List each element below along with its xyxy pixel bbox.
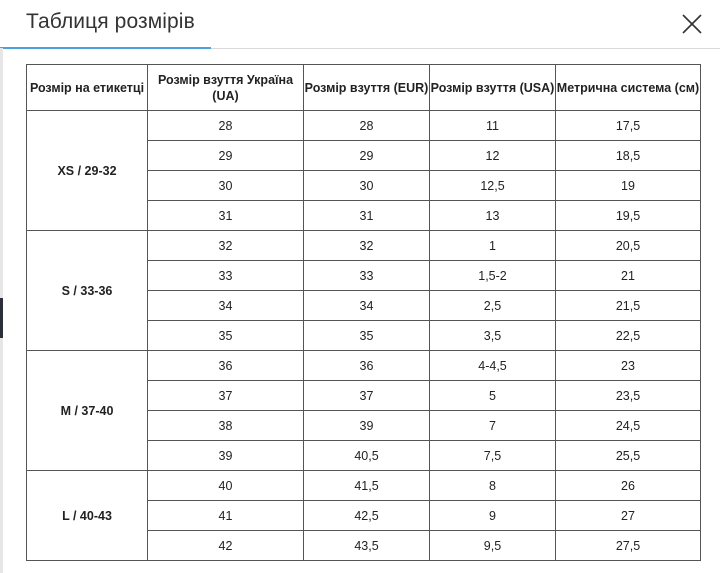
ua-size-cell: 29 xyxy=(148,141,304,171)
usa-size-cell: 12,5 xyxy=(430,171,556,201)
ua-size-cell: 31 xyxy=(148,201,304,231)
metric-size-cell: 21,5 xyxy=(556,291,701,321)
usa-size-cell: 1,5-2 xyxy=(430,261,556,291)
eur-size-cell: 41,5 xyxy=(304,471,430,501)
modal-header xyxy=(0,0,720,49)
metric-size-cell: 18,5 xyxy=(556,141,701,171)
ua-size-cell: 30 xyxy=(148,171,304,201)
metric-size-cell: 19 xyxy=(556,171,701,201)
metric-size-cell: 27,5 xyxy=(556,531,701,561)
metric-size-cell: 24,5 xyxy=(556,411,701,441)
table-body xyxy=(27,111,701,561)
size-label-cell: XS / 29-32 xyxy=(27,111,148,231)
usa-size-cell: 5 xyxy=(430,381,556,411)
ua-size-cell: 37 xyxy=(148,381,304,411)
usa-size-cell: 12 xyxy=(430,141,556,171)
metric-size-cell: 23 xyxy=(556,351,701,381)
table-row xyxy=(27,231,701,261)
eur-size-cell: 37 xyxy=(304,381,430,411)
ua-size-cell: 28 xyxy=(148,111,304,141)
header-label-size: Розмір на етикетці xyxy=(27,65,148,111)
ua-size-cell: 35 xyxy=(148,321,304,351)
table-row xyxy=(27,111,701,141)
eur-size-cell: 31 xyxy=(304,201,430,231)
metric-size-cell: 26 xyxy=(556,471,701,501)
eur-size-cell: 40,5 xyxy=(304,441,430,471)
ua-size-cell: 40 xyxy=(148,471,304,501)
eur-size-cell: 39 xyxy=(304,411,430,441)
ua-size-cell: 32 xyxy=(148,231,304,261)
usa-size-cell: 11 xyxy=(430,111,556,141)
usa-size-cell: 7,5 xyxy=(430,441,556,471)
header-eur-size: Розмір взуття (EUR) xyxy=(304,65,430,111)
eur-size-cell: 32 xyxy=(304,231,430,261)
metric-size-cell: 17,5 xyxy=(556,111,701,141)
usa-size-cell: 7 xyxy=(430,411,556,441)
metric-size-cell: 27 xyxy=(556,501,701,531)
background-edge-dark-segment xyxy=(0,298,3,338)
size-label-cell: M / 37-40 xyxy=(27,351,148,471)
table-header-row xyxy=(27,65,701,111)
eur-size-cell: 34 xyxy=(304,291,430,321)
header-metric-size: Метрична система (см) xyxy=(556,65,701,111)
metric-size-cell: 21 xyxy=(556,261,701,291)
usa-size-cell: 9 xyxy=(430,501,556,531)
ua-size-cell: 36 xyxy=(148,351,304,381)
ua-size-cell: 38 xyxy=(148,411,304,441)
eur-size-cell: 42,5 xyxy=(304,501,430,531)
eur-size-cell: 35 xyxy=(304,321,430,351)
eur-size-cell: 33 xyxy=(304,261,430,291)
metric-size-cell: 23,5 xyxy=(556,381,701,411)
eur-size-cell: 30 xyxy=(304,171,430,201)
close-x-icon xyxy=(680,12,704,36)
size-label-cell: L / 40-43 xyxy=(27,471,148,561)
ua-size-cell: 41 xyxy=(148,501,304,531)
eur-size-cell: 43,5 xyxy=(304,531,430,561)
usa-size-cell: 8 xyxy=(430,471,556,501)
metric-size-cell: 20,5 xyxy=(556,231,701,261)
size-label-cell: S / 33-36 xyxy=(27,231,148,351)
close-button[interactable] xyxy=(680,12,704,36)
background-edge xyxy=(0,48,3,573)
usa-size-cell: 4-4,5 xyxy=(430,351,556,381)
usa-size-cell: 3,5 xyxy=(430,321,556,351)
ua-size-cell: 42 xyxy=(148,531,304,561)
header-ua-size: Розмір взуття Україна (UA) xyxy=(148,65,304,111)
usa-size-cell: 1 xyxy=(430,231,556,261)
ua-size-cell: 39 xyxy=(148,441,304,471)
size-table xyxy=(26,64,701,561)
modal-title: Таблиця розмірів xyxy=(26,10,195,33)
header-usa-size: Розмір взуття (USA) xyxy=(430,65,556,111)
eur-size-cell: 36 xyxy=(304,351,430,381)
usa-size-cell: 13 xyxy=(430,201,556,231)
title-underline xyxy=(0,47,211,49)
ua-size-cell: 34 xyxy=(148,291,304,321)
eur-size-cell: 28 xyxy=(304,111,430,141)
table-row xyxy=(27,351,701,381)
eur-size-cell: 29 xyxy=(304,141,430,171)
metric-size-cell: 22,5 xyxy=(556,321,701,351)
table-row xyxy=(27,471,701,501)
metric-size-cell: 25,5 xyxy=(556,441,701,471)
ua-size-cell: 33 xyxy=(148,261,304,291)
usa-size-cell: 2,5 xyxy=(430,291,556,321)
metric-size-cell: 19,5 xyxy=(556,201,701,231)
usa-size-cell: 9,5 xyxy=(430,531,556,561)
